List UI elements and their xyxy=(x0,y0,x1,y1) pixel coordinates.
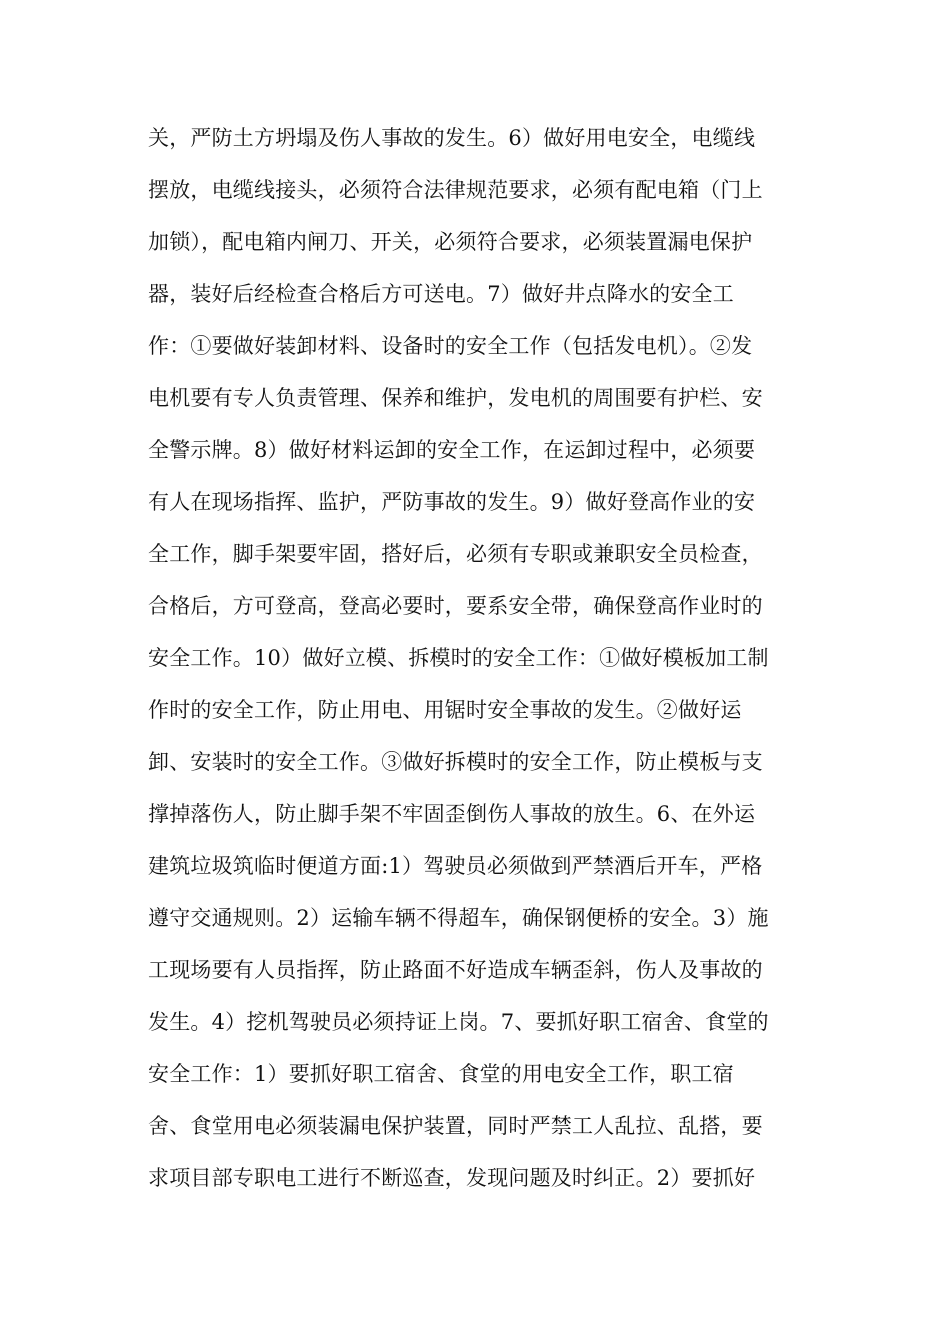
body-text xyxy=(148,118,808,1210)
text-line: 全警示牌。8）做好材料运卸的安全工作，在运卸过程中，必须要 xyxy=(148,438,756,462)
text-line: 求项目部专职电工进行不断巡查，发现问题及时纠正。2）要抓好 xyxy=(148,1166,756,1190)
text-line: 电机要有专人负责管理、保养和维护，发电机的周围要有护栏、安 xyxy=(148,386,763,410)
text-line: 工现场要有人员指挥，防止路面不好造成车辆歪斜，伤人及事故的 xyxy=(148,958,763,982)
text-line: 合格后，方可登高，登高必要时，要系安全带，确保登高作业时的 xyxy=(148,594,763,618)
text-line: 有人在现场指挥、监护，严防事故的发生。9）做好登高作业的安 xyxy=(148,490,756,514)
text-line: 作时的安全工作，防止用电、用锯时安全事故的发生。②做好运 xyxy=(148,698,742,722)
text-line: 发生。4）挖机驾驶员必须持证上岗。7、要抓好职工宿舍、食堂的 xyxy=(148,1010,769,1034)
text-line: 加锁），配电箱内闸刀、开关，必须符合要求，必须装置漏电保护 xyxy=(148,230,753,254)
text-line: 器，装好后经检查合格后方可送电。7）做好井点降水的安全工 xyxy=(148,282,734,306)
text-line: 撑掉落伤人，防止脚手架不牢固歪倒伤人事故的放生。6、在外运 xyxy=(148,802,756,826)
text-line: 建筑垃圾筑临时便道方面:1）驾驶员必须做到严禁酒后开车，严格 xyxy=(148,854,763,878)
text-line: 舍、食堂用电必须装漏电保护装置，同时严禁工人乱拉、乱搭，要 xyxy=(148,1114,763,1138)
text-line: 安全工作。10）做好立模、拆模时的安全工作：①做好模板加工制 xyxy=(148,646,769,670)
text-line: 摆放，电缆线接头，必须符合法律规范要求，必须有配电箱（门上 xyxy=(148,178,763,202)
text-line: 全工作，脚手架要牢固，搭好后，必须有专职或兼职安全员检查， xyxy=(148,542,763,566)
text-line: 安全工作：1）要抓好职工宿舍、食堂的用电安全工作，职工宿 xyxy=(148,1062,734,1086)
text-line: 作：①要做好装卸材料、设备时的安全工作（包括发电机）。②发 xyxy=(148,334,753,358)
text-line: 遵守交通规则。2）运输车辆不得超车，确保钢便桥的安全。3）施 xyxy=(148,906,769,930)
text-line: 关，严防土方坍塌及伤人事故的发生。6）做好用电安全，电缆线 xyxy=(148,126,756,150)
text-line: 卸、安装时的安全工作。③做好拆模时的安全工作，防止模板与支 xyxy=(148,750,763,774)
